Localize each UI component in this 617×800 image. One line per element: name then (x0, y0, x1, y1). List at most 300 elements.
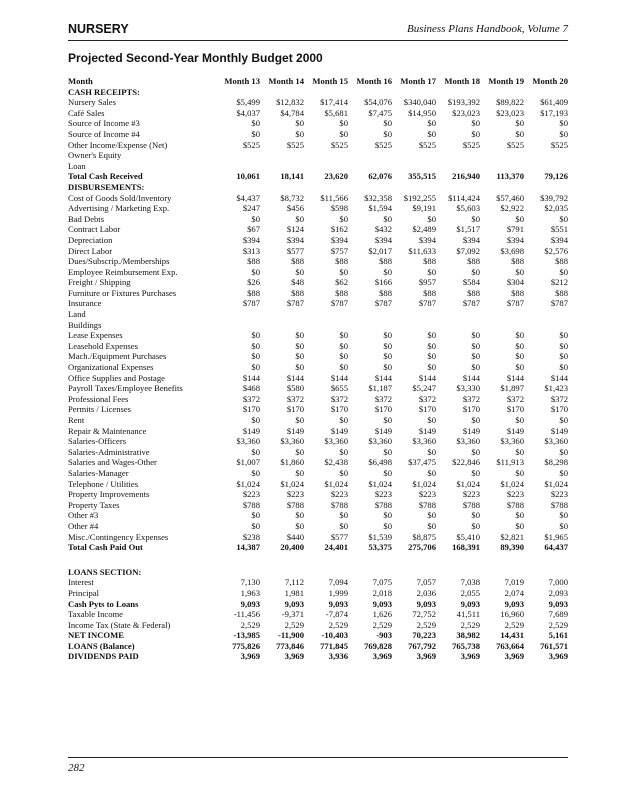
row-value (524, 567, 568, 578)
row-value: 113,370 (496, 171, 524, 182)
row-value: $0 (339, 351, 348, 362)
row-value: $525 (550, 139, 568, 150)
row-value: $1,423 (544, 383, 568, 394)
row-value: $0 (383, 330, 392, 341)
table-row (68, 468, 568, 479)
row-label (68, 553, 216, 567)
row-value: $0 (427, 118, 436, 129)
row-value: 70,223 (412, 630, 436, 641)
row-value: $1,594 (368, 203, 392, 214)
row-value: $144 (506, 372, 524, 383)
table-row (68, 521, 568, 532)
row-value (480, 182, 524, 193)
row-value (436, 320, 480, 331)
row-value: 771,845 (320, 640, 348, 651)
row-value: $525 (242, 139, 260, 150)
row-value: 7,130 (240, 577, 260, 588)
row-value: -11,900 (277, 630, 304, 641)
row-value: 761,571 (540, 640, 568, 651)
row-value: 7,075 (372, 577, 392, 588)
row-value (304, 309, 348, 320)
page-header (68, 20, 568, 41)
row-value (216, 87, 260, 98)
row-value: $787 (550, 298, 568, 309)
row-value: 2,529 (372, 619, 392, 630)
row-value: $0 (559, 467, 568, 478)
row-value: $787 (506, 298, 524, 309)
row-value (480, 320, 524, 331)
row-value: $193,392 (447, 97, 480, 108)
row-value: $0 (295, 362, 304, 373)
row-value: $0 (427, 351, 436, 362)
table-row (68, 267, 568, 278)
row-value: $7,092 (456, 245, 480, 256)
row-value (524, 309, 568, 320)
row-value: 767,792 (408, 640, 436, 651)
row-value: 62,076 (368, 171, 392, 182)
row-value: $3,360 (456, 436, 480, 447)
row-value (348, 309, 392, 320)
row-label: Bad Debts (68, 213, 105, 224)
row-value: $0 (471, 128, 480, 139)
table-row (68, 553, 568, 567)
table-row (68, 193, 568, 204)
table-row (68, 351, 568, 362)
table-row (68, 532, 568, 543)
row-value: $8,732 (280, 192, 304, 203)
table-row (68, 87, 568, 98)
row-value: $0 (383, 446, 392, 457)
row-value: 2,529 (328, 619, 348, 630)
row-label: Salaries-Administrative (68, 446, 150, 457)
row-value: 7,094 (328, 577, 348, 588)
row-value: $0 (251, 520, 260, 531)
row-value: $0 (427, 213, 436, 224)
table-row (68, 341, 568, 352)
table-row (68, 609, 568, 620)
row-value: $0 (515, 520, 524, 531)
row-value: $166 (374, 277, 392, 288)
row-value (304, 553, 348, 567)
row-value (436, 309, 480, 320)
row-value: $2,489 (412, 224, 436, 235)
row-value: $525 (506, 139, 524, 150)
row-value: $394 (330, 234, 348, 245)
month-header: Month 13 (224, 76, 260, 86)
row-value: 16,960 (500, 609, 524, 620)
row-value: $0 (251, 128, 260, 139)
table-row (68, 415, 568, 426)
row-value: $788 (286, 499, 304, 510)
row-value (480, 309, 524, 320)
row-label: Furniture or Fixtures Purchases (68, 287, 177, 298)
row-value: $0 (339, 446, 348, 457)
row-value: $88 (291, 287, 304, 298)
row-value: $372 (374, 393, 392, 404)
row-value: 53,375 (368, 542, 392, 553)
row-value: $0 (515, 213, 524, 224)
table-row (68, 620, 568, 631)
row-value: 7,038 (460, 577, 480, 588)
row-value: $17,414 (320, 97, 348, 108)
row-label: Total Cash Paid Out (68, 542, 143, 553)
row-value: $577 (286, 245, 304, 256)
row-value: $791 (506, 224, 524, 235)
row-value: 216,940 (452, 171, 480, 182)
row-label: Lease Expenses (68, 330, 123, 341)
row-value: 5,161 (548, 630, 568, 641)
table-row (68, 447, 568, 458)
row-value: 275,706 (408, 542, 436, 553)
row-value: $23,023 (496, 107, 524, 118)
row-value: $223 (242, 489, 260, 500)
row-value: $23,023 (452, 107, 480, 118)
table-row (68, 630, 568, 641)
row-value: $88 (247, 256, 260, 267)
page-number: 282 (68, 762, 85, 774)
row-value: $89,822 (496, 97, 524, 108)
row-value (480, 150, 524, 161)
row-value: $655 (330, 383, 348, 394)
row-value: $525 (418, 139, 436, 150)
table-row (68, 479, 568, 490)
row-value: $372 (550, 393, 568, 404)
row-value: $394 (242, 234, 260, 245)
row-value: 23,620 (324, 171, 348, 182)
row-value: 7,019 (504, 577, 524, 588)
row-value: -7,874 (325, 609, 348, 620)
row-value: $5,681 (324, 107, 348, 118)
row-value: 2,036 (416, 587, 436, 598)
row-value: $0 (295, 213, 304, 224)
row-label: Land (68, 309, 86, 320)
row-value: 3,969 (372, 651, 392, 662)
row-value: $11,633 (408, 245, 436, 256)
row-label: DIVIDENDS PAID (68, 651, 139, 662)
row-value: 41,511 (456, 609, 480, 620)
row-value (480, 87, 524, 98)
row-value (260, 320, 304, 331)
row-value: $0 (559, 362, 568, 373)
row-value: 2,529 (548, 619, 568, 630)
row-label: Owner's Equity (68, 150, 122, 161)
row-value: $0 (515, 266, 524, 277)
row-value: $0 (515, 128, 524, 139)
row-value: $11,566 (320, 192, 348, 203)
row-value: 3,969 (460, 651, 480, 662)
table-row (68, 489, 568, 500)
row-value (392, 309, 436, 320)
row-value: $0 (471, 510, 480, 521)
row-value: $0 (427, 128, 436, 139)
row-value: $0 (339, 118, 348, 129)
row-value: 1,999 (328, 587, 348, 598)
table-row (68, 500, 568, 511)
row-value: $0 (427, 467, 436, 478)
row-label: CASH RECEIPTS: (68, 86, 140, 97)
row-value: $0 (471, 266, 480, 277)
row-value: $223 (286, 489, 304, 500)
table-row (68, 577, 568, 588)
row-value: $162 (330, 224, 348, 235)
row-value (524, 182, 568, 193)
row-value: $0 (383, 118, 392, 129)
row-value: $788 (242, 499, 260, 510)
row-value: $223 (374, 489, 392, 500)
row-value: 3,969 (284, 651, 304, 662)
row-value: $0 (295, 118, 304, 129)
row-value: $0 (295, 351, 304, 362)
row-value: $372 (330, 393, 348, 404)
row-value (392, 150, 436, 161)
row-value (436, 161, 480, 172)
row-value: $37,475 (408, 457, 436, 468)
row-value: $432 (374, 224, 392, 235)
row-value: -11,456 (233, 609, 260, 620)
row-value: $149 (242, 425, 260, 436)
row-value: $0 (471, 415, 480, 425)
table-row (68, 588, 568, 599)
row-value (216, 553, 260, 567)
row-value: $2,922 (500, 203, 524, 214)
row-value: $238 (242, 531, 260, 542)
section-title: NURSERY (68, 22, 129, 36)
row-value: $149 (374, 425, 392, 436)
row-label: Other #3 (68, 510, 99, 521)
row-value: $0 (295, 266, 304, 277)
row-value: $3,360 (368, 436, 392, 447)
row-value (480, 161, 524, 172)
row-value: $1,024 (236, 478, 260, 489)
table-row (68, 298, 568, 309)
row-value: $0 (339, 362, 348, 373)
row-value: $144 (330, 372, 348, 383)
row-label: Permits / Licenses (68, 404, 132, 415)
row-value: 9,093 (284, 598, 304, 609)
row-value: 7,112 (284, 577, 304, 588)
row-value: $0 (383, 510, 392, 521)
row-value (524, 150, 568, 161)
row-label: Direct Labor (68, 245, 113, 256)
row-value: $170 (374, 404, 392, 415)
row-value: $0 (339, 330, 348, 341)
row-value (436, 87, 480, 98)
table-row (68, 108, 568, 119)
row-label: Mach./Equipment Purchases (68, 351, 167, 362)
table-row (68, 362, 568, 373)
table-row (68, 97, 568, 108)
budget-table (68, 76, 568, 662)
row-value: $372 (418, 393, 436, 404)
row-value: $1,965 (544, 531, 568, 542)
row-value: $0 (559, 118, 568, 129)
row-value: $372 (506, 393, 524, 404)
row-value: $39,792 (540, 192, 568, 203)
row-label: DISBURSEMENTS: (68, 181, 145, 192)
row-value: 2,529 (460, 619, 480, 630)
row-value (392, 320, 436, 331)
row-value: 2,018 (372, 587, 392, 598)
row-value: $1,024 (412, 478, 436, 489)
row-value: $788 (418, 499, 436, 510)
row-value: $0 (471, 351, 480, 362)
row-value (304, 320, 348, 331)
row-label: Interest (68, 577, 94, 588)
row-value: $144 (242, 372, 260, 383)
row-value: $0 (251, 330, 260, 341)
row-value: $144 (286, 372, 304, 383)
row-value: $957 (418, 277, 436, 288)
row-value: $440 (286, 531, 304, 542)
row-value: $12,832 (276, 97, 304, 108)
row-value: $223 (462, 489, 480, 500)
row-value: $48 (291, 277, 304, 288)
row-value (436, 553, 480, 567)
row-value: 775,826 (232, 640, 260, 651)
table-row (68, 426, 568, 437)
row-value: $8,298 (544, 457, 568, 468)
row-value: $0 (383, 266, 392, 277)
row-value (348, 567, 392, 578)
row-value: $0 (471, 340, 480, 351)
row-value: $0 (383, 362, 392, 373)
row-value: $88 (467, 256, 480, 267)
row-value: $0 (339, 510, 348, 521)
row-value: $0 (427, 415, 436, 425)
table-row (68, 394, 568, 405)
table-row (68, 567, 568, 578)
row-value: $114,424 (448, 192, 480, 203)
row-value: $0 (559, 213, 568, 224)
row-value: 765,738 (452, 640, 480, 651)
row-value: $3,360 (544, 436, 568, 447)
table-row (68, 510, 568, 521)
table-row (68, 118, 568, 129)
row-value: 14,387 (236, 542, 260, 553)
row-value: $551 (550, 224, 568, 235)
row-value: $0 (471, 330, 480, 341)
row-value: -10,403 (321, 630, 348, 641)
table-row (68, 246, 568, 257)
row-value: $0 (295, 446, 304, 457)
row-label: Salaries-Officers (68, 436, 127, 447)
row-value: $0 (383, 213, 392, 224)
row-value: $525 (286, 139, 304, 150)
row-value: $0 (515, 118, 524, 129)
row-value: $0 (471, 213, 480, 224)
row-value (480, 553, 524, 567)
row-value: $17,193 (540, 107, 568, 118)
row-value: $394 (374, 234, 392, 245)
row-value: $88 (467, 287, 480, 298)
row-value (216, 567, 260, 578)
row-value: $88 (335, 287, 348, 298)
row-value: $584 (462, 277, 480, 288)
table-row (68, 436, 568, 447)
row-value: $149 (286, 425, 304, 436)
row-value: $0 (471, 520, 480, 531)
month-header: Month 15 (312, 76, 348, 86)
row-value: $170 (286, 404, 304, 415)
row-value: $0 (339, 213, 348, 224)
row-value: $88 (379, 256, 392, 267)
row-value: $0 (251, 467, 260, 478)
row-value: $6,498 (368, 457, 392, 468)
row-value: $57,460 (496, 192, 524, 203)
row-value (524, 320, 568, 331)
row-label: Source of Income #4 (68, 128, 140, 139)
row-value (260, 182, 304, 193)
row-value: $5,410 (456, 531, 480, 542)
row-value: $149 (418, 425, 436, 436)
table-row (68, 161, 568, 172)
row-value: $0 (339, 415, 348, 425)
table-row (68, 599, 568, 610)
row-label: Payroll Taxes/Employee Benefits (68, 383, 183, 394)
row-value: 2,093 (548, 587, 568, 598)
row-value: $88 (423, 256, 436, 267)
row-value (436, 150, 480, 161)
book-title: Business Plans Handbook, Volume 7 (406, 23, 568, 35)
row-value: $788 (374, 499, 392, 510)
row-value (304, 567, 348, 578)
row-value: $0 (295, 520, 304, 531)
row-value (348, 87, 392, 98)
row-value: $149 (550, 425, 568, 436)
row-value: $0 (339, 128, 348, 139)
row-value: $0 (251, 510, 260, 521)
table-row (68, 288, 568, 299)
row-value: $0 (295, 415, 304, 425)
row-value: $0 (383, 351, 392, 362)
row-label: Principal (68, 587, 100, 598)
row-value: $0 (427, 266, 436, 277)
row-value: $4,037 (236, 107, 260, 118)
row-value: $88 (379, 287, 392, 298)
row-value (260, 309, 304, 320)
row-value: $0 (339, 520, 348, 531)
row-value: $3,360 (236, 436, 260, 447)
table-row (68, 203, 568, 214)
row-value: 14,431 (500, 630, 524, 641)
row-value: $223 (550, 489, 568, 500)
row-label: Repair & Maintenance (68, 425, 147, 436)
row-value: $0 (559, 520, 568, 531)
row-value: $0 (383, 415, 392, 425)
row-value: $14,950 (408, 107, 436, 118)
row-label: Other Income/Expense (Net) (68, 139, 168, 150)
row-value: $0 (515, 351, 524, 362)
row-value: $788 (462, 499, 480, 510)
row-value: 2,529 (240, 619, 260, 630)
row-label: Taxable Income (68, 609, 123, 620)
row-value: $0 (295, 340, 304, 351)
row-value: $340,040 (403, 97, 436, 108)
row-value (348, 150, 392, 161)
row-value: $1,897 (500, 383, 524, 394)
row-value: $372 (242, 393, 260, 404)
row-value: $1,024 (500, 478, 524, 489)
table-row (68, 150, 568, 161)
row-value: $88 (423, 287, 436, 298)
row-label: Organizational Expenses (68, 362, 154, 373)
row-value: $2,035 (544, 203, 568, 214)
row-value: $4,437 (236, 192, 260, 203)
row-value: $0 (559, 266, 568, 277)
row-value: $0 (471, 362, 480, 373)
row-label: Cash Pyts to Loans (68, 598, 139, 609)
row-value: 769,828 (364, 640, 392, 651)
